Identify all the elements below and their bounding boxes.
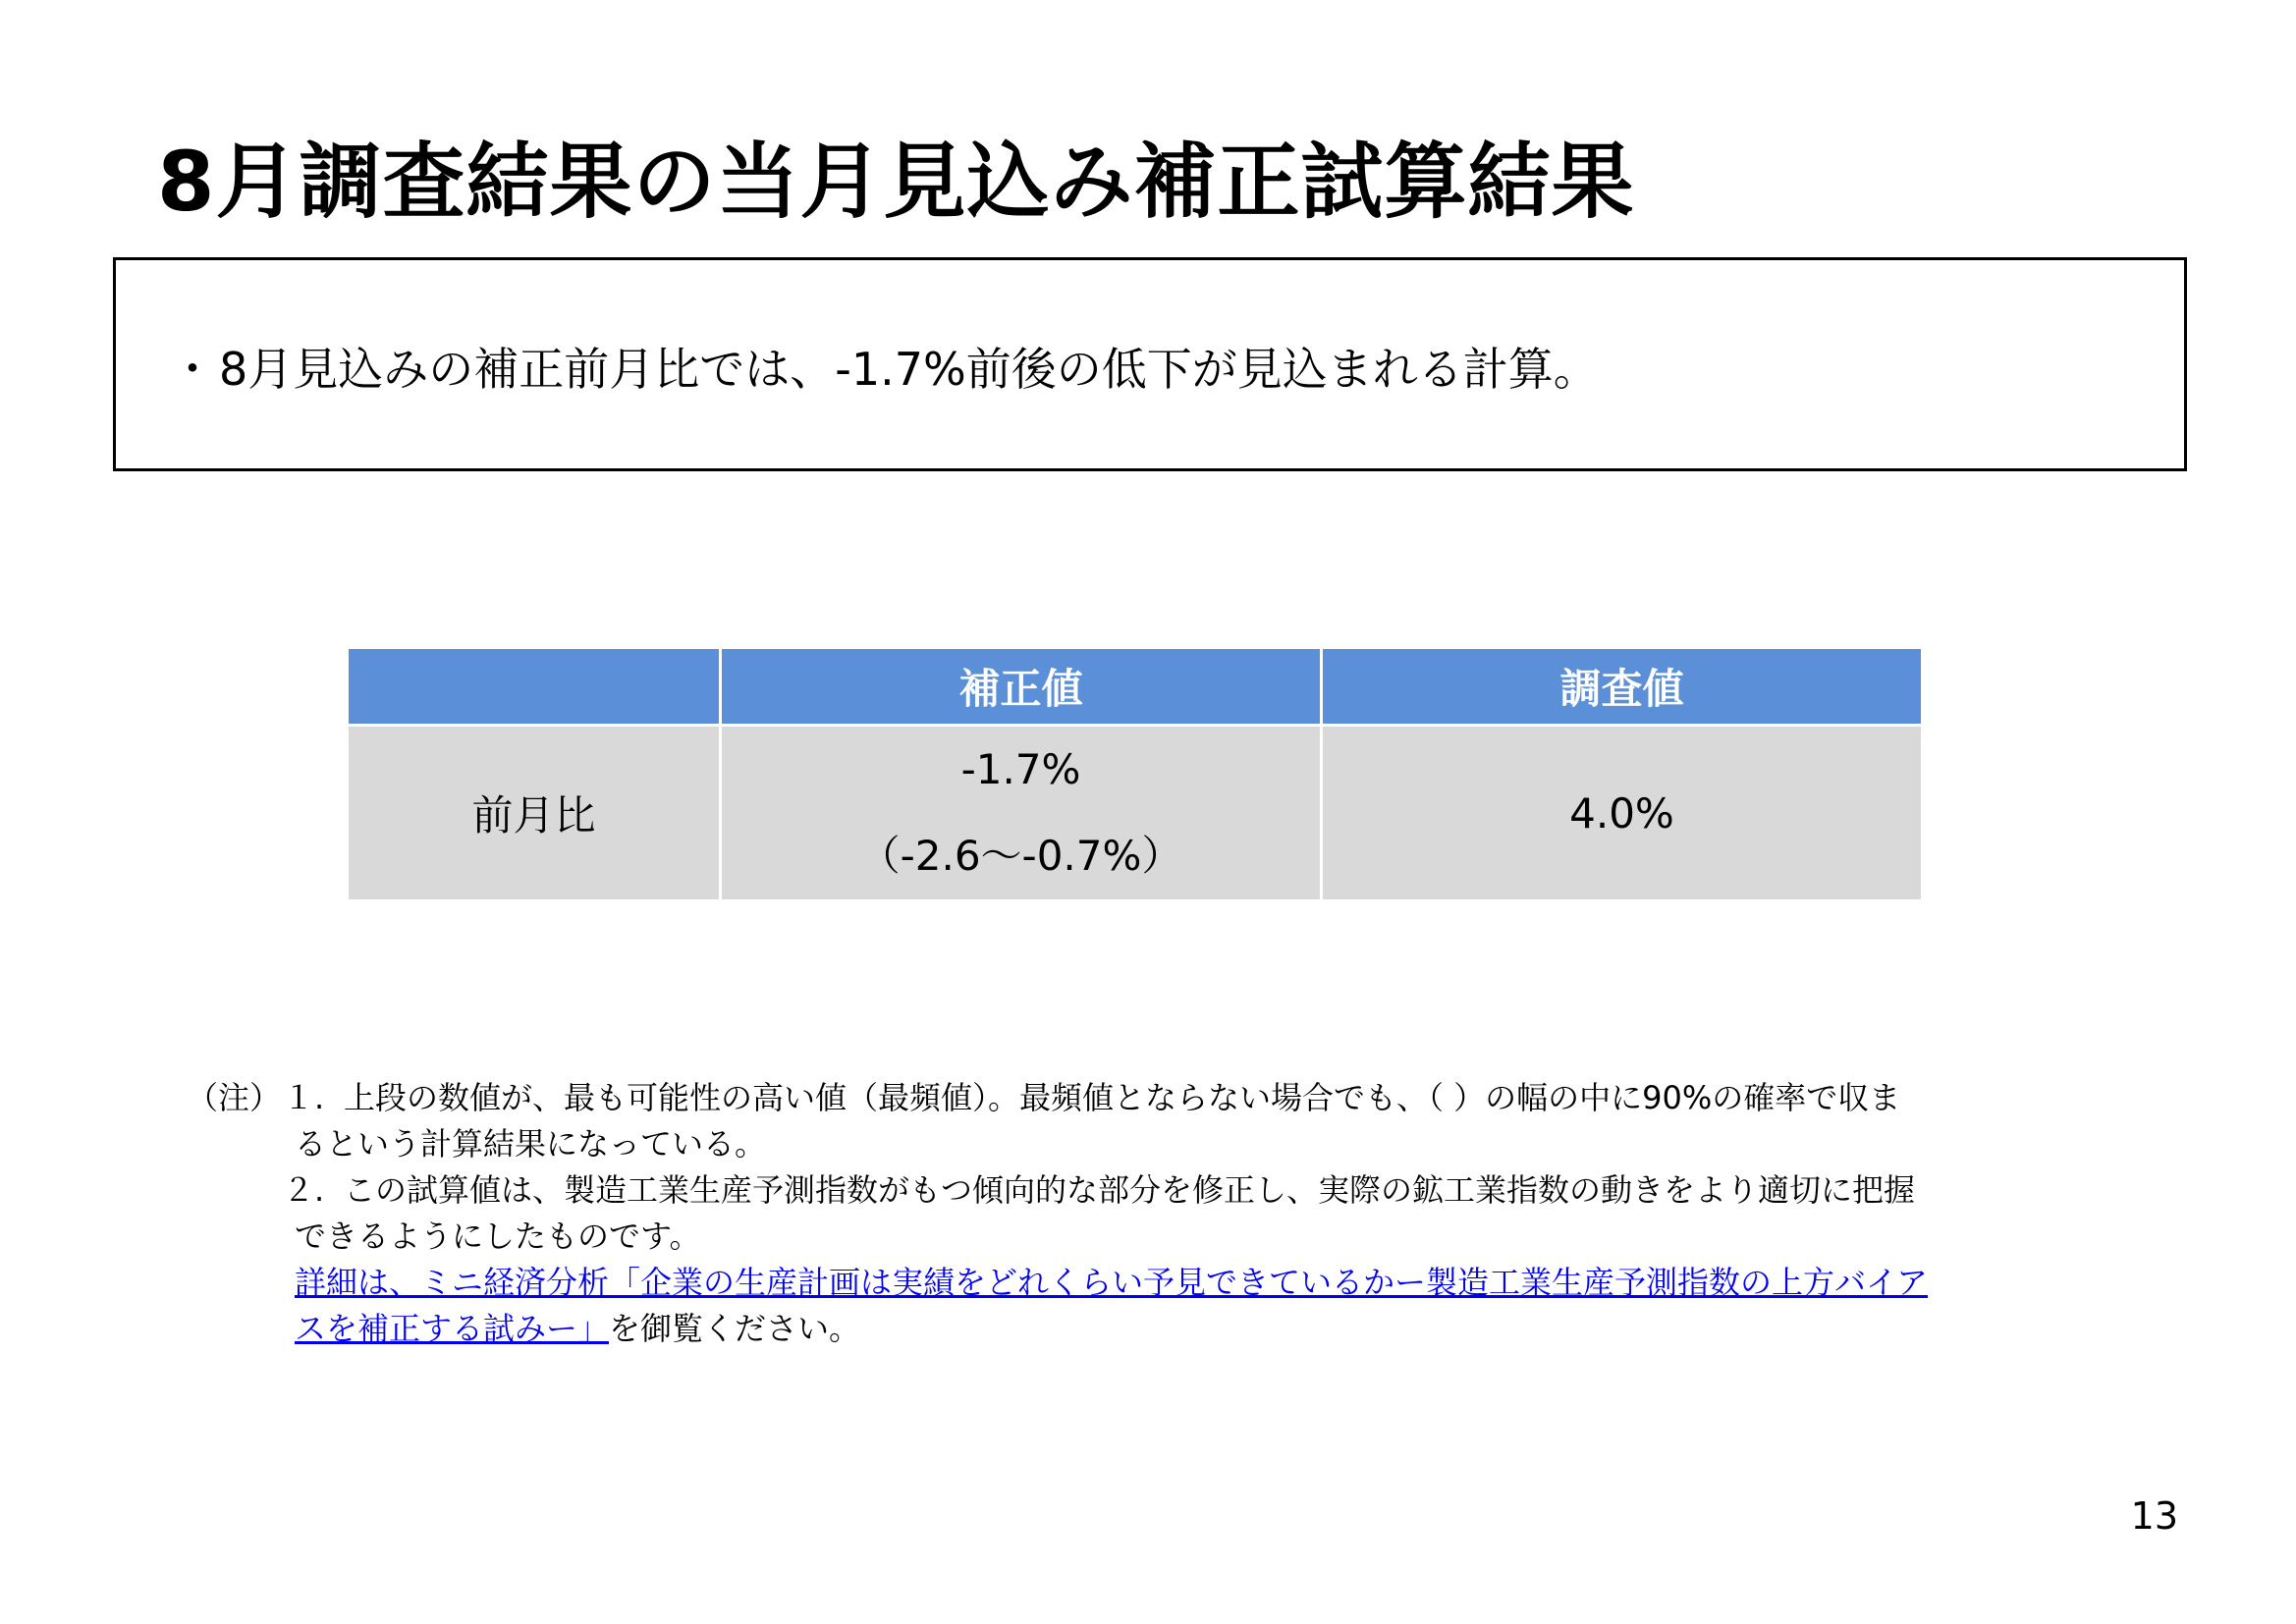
- table-header-adjusted: 補正値: [721, 648, 1322, 726]
- table-header-row: [348, 648, 1923, 726]
- page-number: 13: [2130, 1494, 2178, 1538]
- adjusted-range: （-2.6～-0.7%）: [858, 832, 1183, 880]
- note-text: 上段の数値が、最も可能性の高い値（最頻値）。最頻値とならない場合でも、（ ）の幅の中に90%の確率で収ま: [344, 1079, 1901, 1116]
- note-item-1-cont: [187, 1121, 1928, 1167]
- note-text: を御覧ください。: [609, 1310, 861, 1347]
- table-header-empty: [348, 648, 721, 726]
- note-number: １.: [283, 1079, 325, 1116]
- adjusted-value: -1.7%: [960, 745, 1081, 793]
- adjusted-value-cell: [721, 726, 1322, 901]
- row-label: 前月比: [348, 726, 721, 901]
- report-link[interactable]: 詳細は、ミニ経済分析「企業の生産計画は実績をどれくらい予見できているかー製造工業生産予測指数の上方バイア: [295, 1264, 1929, 1301]
- notes-prefix: （注）: [187, 1079, 282, 1116]
- note-item-1: [187, 1075, 1928, 1121]
- table-row: [348, 726, 1923, 901]
- note-item-2-cont: [187, 1214, 1928, 1260]
- table-header-survey: 調査値: [1322, 648, 1923, 726]
- note-item-2: [187, 1167, 1928, 1214]
- survey-value: 4.0%: [1322, 726, 1923, 901]
- note-link-line: [295, 1306, 1928, 1352]
- summary-box: [113, 257, 2187, 471]
- report-link-cont[interactable]: スを補正する試みー」: [295, 1310, 610, 1347]
- note-text: るという計算結果になっている。: [295, 1125, 767, 1163]
- page-title: 8月調査結果の当月見込み補正試算結果: [157, 134, 1635, 230]
- note-text: この試算値は、製造工業生産予測指数がもつ傾向的な部分を修正し、実際の鉱工業指数の動きをより適切に把握: [344, 1171, 1916, 1209]
- note-link-row: [187, 1260, 1928, 1306]
- note-text: できるようにしたものです。: [295, 1218, 701, 1255]
- bullet-icon: ・: [170, 343, 215, 396]
- notes: [187, 1075, 1928, 1352]
- estimate-table: [346, 646, 1924, 902]
- summary-text: 8月見込みの補正前月比では、-1.7%前後の低下が見込まれる計算。: [219, 343, 1599, 396]
- note-link-row-cont: [187, 1306, 1928, 1352]
- note-number: ２.: [283, 1171, 325, 1209]
